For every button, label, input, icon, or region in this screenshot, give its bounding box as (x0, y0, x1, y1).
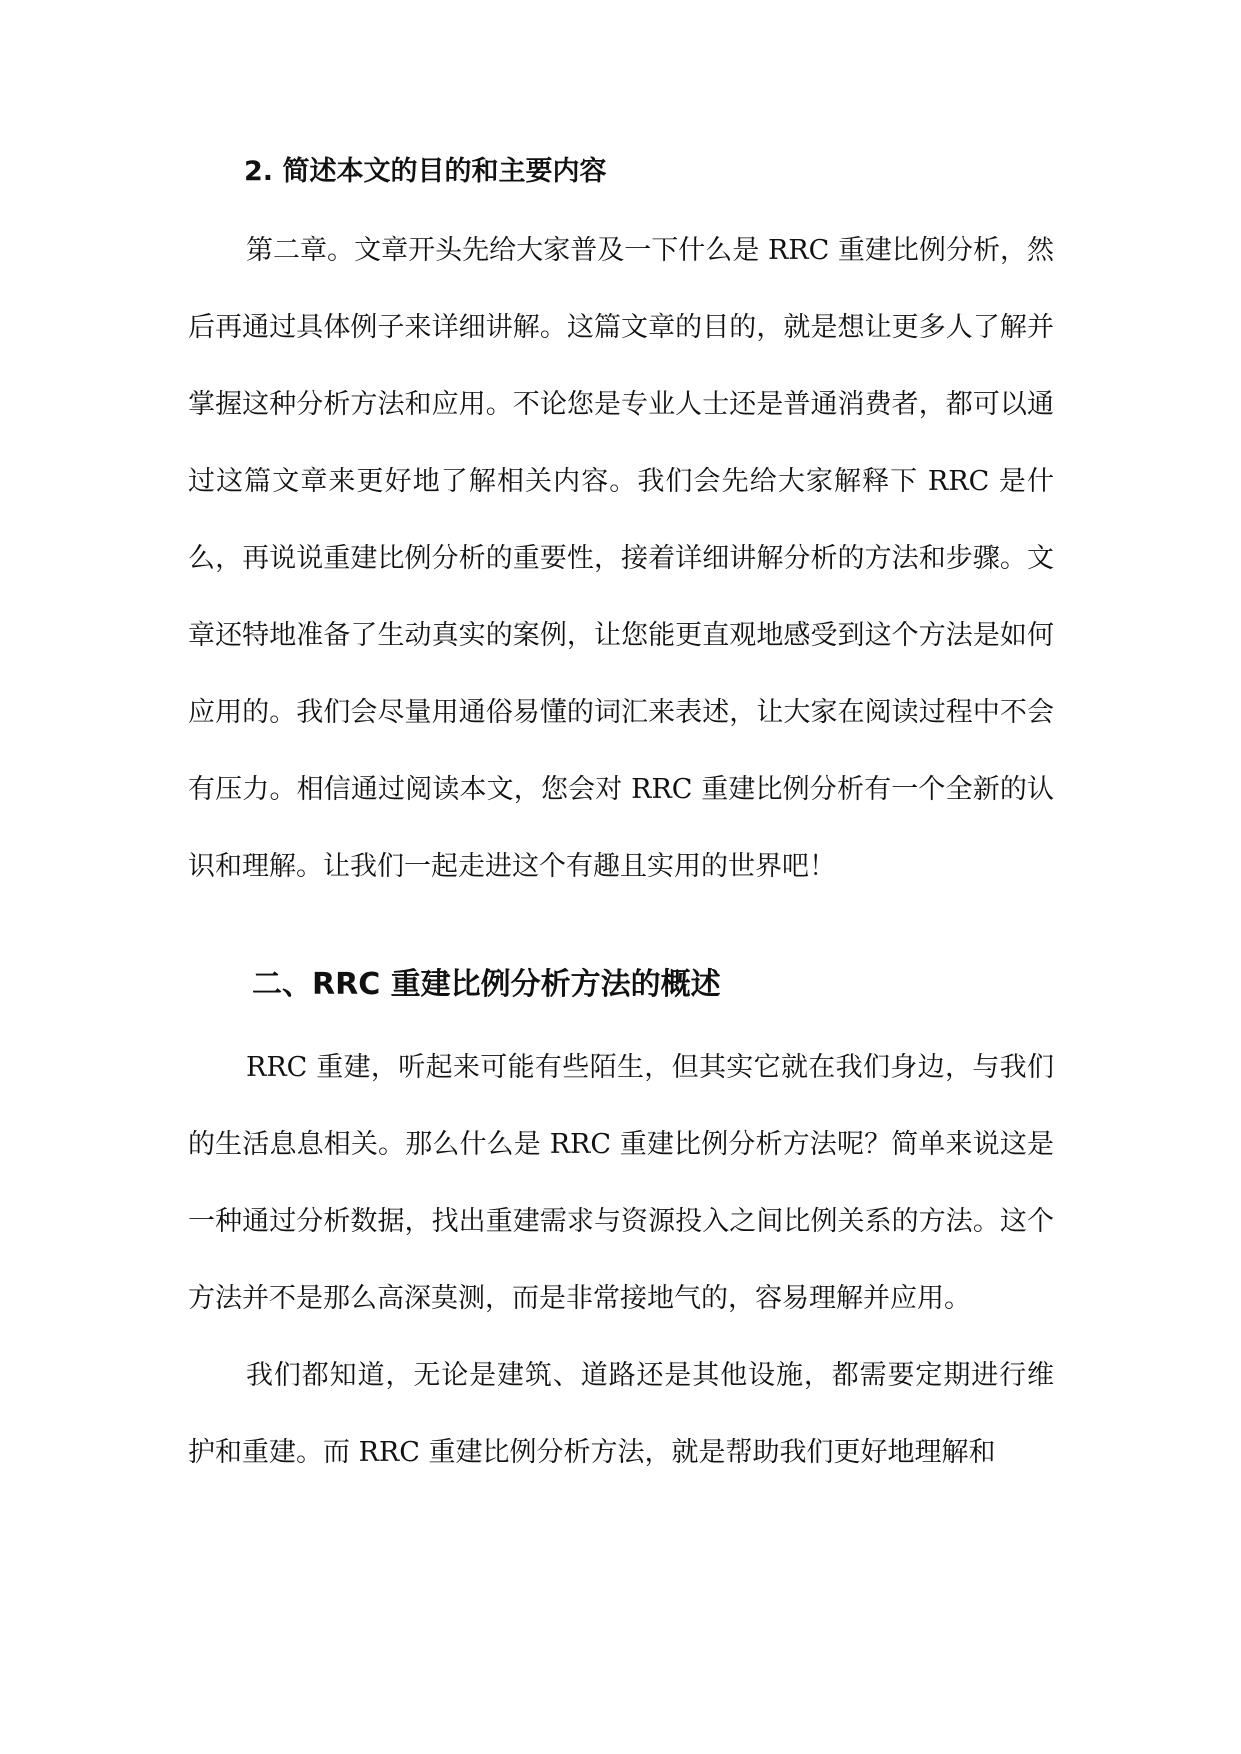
paragraph-overview-2: 我们都知道，无论是建筑、道路还是其他设施，都需要定期进行维护和重建。而 RRC 重建比例分析方法，就是帮助我们更好地理解和 (188, 1360, 1054, 1468)
paragraph-overview-1: RRC 重建，听起来可能有些陌生，但其实它就在我们身边，与我们的生活息息相关。那么什么是 RRC 重建比例分析方法呢？简单来说这是一种通过分析数据，找出重建需求与资源投入之间比例关系的方法。这个方法并不是那么高深莫测，而是非常接地气的，容易理解并应用。 (188, 1052, 1054, 1314)
paragraph-purpose: 第二章。文章开头先给大家普及一下什么是 RRC 重建比例分析，然后再通过具体例子来详细讲解。这篇文章的目的，就是想让更多人了解并掌握这种分析方法和应用。不论您是专业人士还是普通消费者，都可以通过这篇文章来更好地了解相关内容。我们会先给大家解释下 RRC 是什么，再说说重建比例分析的重要性，接着详细讲解分析的方法和步骤。文章还特地准备了生动真实的案例，让您能更直观地感受到这个方法是如何应用的。我们会尽量用通俗易懂的词汇来表述，让大家在阅读过程中不会有压力。相信通过阅读本文，您会对 RRC 重建比例分析有一个全新的认识和理解。让我们一起走进这个有趣且实用的世界吧！ (188, 235, 1054, 882)
subheading-purpose: 2. 简述本文的目的和主要内容 (244, 156, 607, 187)
document-body (188, 146, 1054, 1491)
section-heading-overview: 二、RRC 重建比例分析方法的概述 (252, 967, 721, 1002)
